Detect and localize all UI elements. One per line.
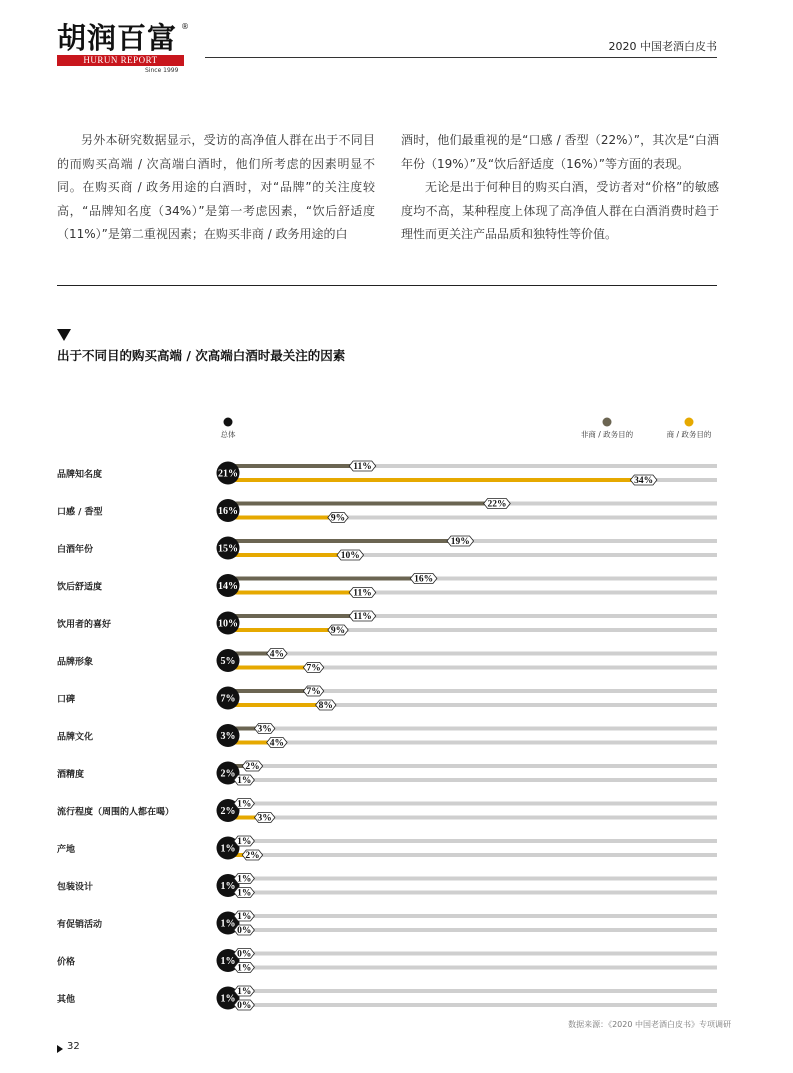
category-label: 产地 [57,845,76,855]
svg-text:2%: 2% [245,851,260,862]
svg-text:11%: 11% [353,588,372,599]
chart-title: 出于不同目的购买高端 / 次高端白酒时最关注的因素 [57,348,346,363]
legend-label-nonbusiness: 非商 / 政务目的 [580,430,634,439]
nonbusiness-value-label [242,761,262,772]
overall-value-label: 5% [220,656,236,667]
bar-track [228,802,717,806]
category-label: 包装设计 [57,882,94,893]
bar-track [228,764,717,768]
overall-value-label: 2% [220,768,236,780]
category-label: 口感 / 香型 [57,507,103,518]
overall-value-label: 3% [220,731,236,742]
bar-track [228,839,717,843]
category-label: 品牌知名度 [57,470,103,480]
logo-chinese-text: 胡润百富 [57,21,178,55]
category-label: 流行程度（周围的人都在喝） [57,807,175,818]
body-column-left [57,129,375,247]
legend-label-overall: 总体 [220,430,236,439]
bar-track [228,914,717,918]
business-value-label [349,588,376,599]
business-value-label [337,550,364,561]
overall-value-label: 7% [220,693,236,705]
body-column-right [401,129,719,247]
logo-since: Since 1999 [145,67,179,74]
hurun-logo [57,22,197,74]
business-value-label [242,850,262,861]
nonbusiness-value-label [349,611,376,622]
svg-text:8%: 8% [318,701,333,712]
category-label: 口碑 [57,695,76,705]
bar-nonbusiness [228,502,497,506]
svg-text:3%: 3% [257,813,272,824]
nonbusiness-value-label [234,986,254,997]
nonbusiness-value-label [349,461,376,472]
svg-text:10%: 10% [340,551,360,562]
svg-text:1%: 1% [237,874,252,885]
bar-nonbusiness [228,577,424,581]
category-label: 饮后舒适度 [57,582,103,593]
category-label: 其他 [57,995,76,1005]
svg-text:1%: 1% [237,799,252,810]
bar-track [228,989,717,993]
report-title: 2020 中国老酒白皮书 [608,40,717,53]
bar-track [228,741,717,745]
bar-business [228,666,314,670]
svg-text:7%: 7% [306,663,321,674]
bar-track [228,952,717,956]
nonbusiness-value-label [234,874,254,885]
bar-business [228,628,338,632]
svg-text:16%: 16% [414,574,434,585]
legend-marker-business [685,418,694,427]
bar-track [228,816,717,820]
svg-text:1%: 1% [237,987,252,998]
svg-text:0%: 0% [237,926,252,937]
bar-track [228,877,717,881]
registered-mark: ® [181,22,189,31]
svg-text:7%: 7% [306,687,321,698]
svg-text:11%: 11% [353,462,372,473]
legend-marker-overall [224,418,233,427]
business-value-label [234,963,254,974]
nonbusiness-value-label [410,574,437,585]
page-arrow-icon [57,1045,63,1053]
section-rule [57,285,717,286]
overall-value-label: 1% [220,956,236,967]
overall-value-label: 21% [218,468,238,480]
bar-track [228,1003,717,1007]
body-paragraph: 酒时，他们最重视的是“口感 / 香型（22%）”，其次是“白酒年份（19%）”及“饮后舒适度（16%）”等方面的表现。 [401,133,719,171]
nonbusiness-value-label [267,649,287,660]
bar-track [228,891,717,895]
bar-track [228,928,717,932]
svg-text:0%: 0% [237,1001,252,1012]
category-label: 有促销活动 [57,920,103,930]
bar-track [228,853,717,857]
svg-text:4%: 4% [269,738,285,749]
nonbusiness-value-label [484,499,511,510]
page-number: 32 [67,1041,80,1052]
overall-value-label: 2% [220,806,236,817]
svg-text:4%: 4% [269,649,285,660]
bar-nonbusiness [228,689,314,693]
bar-business [228,703,326,707]
business-value-label [328,513,348,524]
bar-nonbusiness [228,614,362,618]
svg-text:9%: 9% [330,513,346,524]
bar-business [228,516,338,520]
bar-track [228,727,717,731]
business-value-label [234,775,254,786]
bar-track [228,652,717,656]
overall-value-label: 14% [218,581,238,592]
nonbusiness-value-label [254,724,274,735]
category-label: 白酒年份 [57,545,94,555]
bar-business [228,478,644,482]
bar-business [228,591,362,595]
nonbusiness-value-label [447,536,474,547]
svg-text:9%: 9% [330,626,346,637]
svg-text:22%: 22% [487,499,507,510]
svg-text:0%: 0% [237,949,252,960]
nonbusiness-value-label [303,686,323,697]
body-paragraph: 另外本研究数据显示，受访的高净值人群在出于不同目的而购买高端 / 次高端白酒时，他们所考虑的因素明显不同。在购买商 / 政务用途的白酒时，对“品牌”的关注度较高，“品牌知名度（34%）”是第一考虑因素，“饮后舒适度（11%）”是第二重视因素；在购买非商 / 政务用途的白 [57,133,375,241]
svg-text:34%: 34% [634,476,654,487]
svg-text:1%: 1% [237,888,252,899]
overall-value-label: 1% [220,918,236,930]
header-rule [205,57,717,58]
overall-value-label: 16% [218,506,238,517]
category-label: 饮用者的喜好 [57,620,112,630]
bar-business [228,553,350,557]
bar-nonbusiness [228,464,362,468]
svg-text:3%: 3% [257,724,272,735]
overall-value-label: 10% [218,618,238,630]
bar-track [228,778,717,782]
svg-text:1%: 1% [237,963,252,974]
logo-english-bar: HURUN REPORT [57,55,184,66]
overall-value-label: 1% [220,993,236,1005]
svg-text:1%: 1% [237,837,252,848]
factor-chart [0,400,793,1020]
section-triangle-icon [57,329,71,341]
category-label: 品牌文化 [57,732,94,743]
category-label: 价格 [57,957,76,968]
business-value-label [630,475,657,486]
svg-text:1%: 1% [237,912,252,923]
nonbusiness-value-label [234,911,254,922]
business-value-label [328,625,348,636]
business-value-label [234,888,254,899]
bar-track [228,966,717,970]
svg-text:11%: 11% [353,612,372,623]
svg-text:19%: 19% [450,537,470,548]
legend-label-business: 商 / 政务目的 [666,430,712,439]
business-value-label [234,925,254,936]
bar-nonbusiness [228,539,460,543]
svg-text:1%: 1% [237,776,252,787]
nonbusiness-value-label [234,949,254,960]
business-value-label [267,738,287,749]
overall-value-label: 1% [220,881,236,892]
business-value-label [254,813,274,824]
nonbusiness-value-label [234,799,254,810]
svg-text:2%: 2% [245,762,260,773]
legend-marker-nonbusiness [603,418,612,427]
data-source: 数据来源：《2020 中国老酒白皮书》专项调研 [568,1020,731,1029]
business-value-label [234,1000,254,1011]
business-value-label [303,663,323,674]
overall-value-label: 15% [218,543,238,555]
business-value-label [316,700,336,711]
category-label: 酒精度 [57,770,85,780]
overall-value-label: 1% [220,843,236,855]
body-paragraph: 无论是出于何种目的购买白酒，受访者对“价格”的敏感度均不高，某种程度上体现了高净值人群在白酒消费时趋于理性而更关注产品品质和独特性等价值。 [401,180,719,241]
category-label: 品牌形象 [57,657,94,668]
nonbusiness-value-label [234,836,254,847]
